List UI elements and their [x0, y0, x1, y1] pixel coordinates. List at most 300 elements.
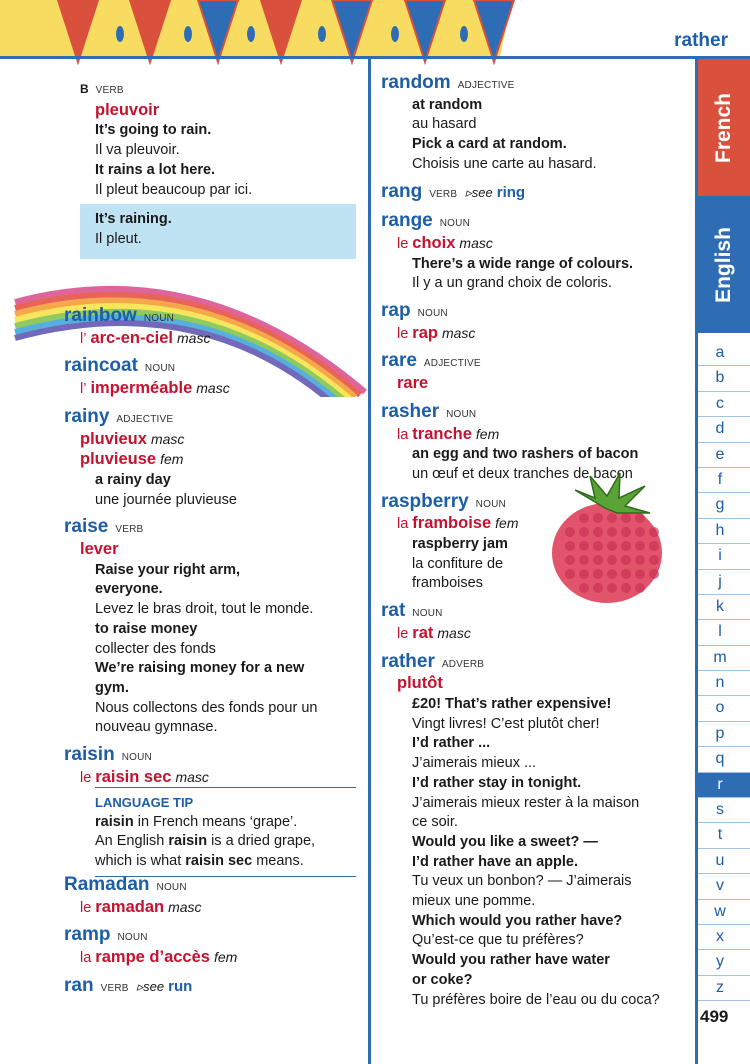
- alphabet-index-z[interactable]: z: [698, 976, 750, 1001]
- dictionary-entry: [381, 652, 693, 1011]
- language-tip-title: LANGUAGE TIP: [95, 795, 194, 810]
- headword: rap: [381, 300, 411, 322]
- example-sentence: raspberry jam: [412, 536, 508, 553]
- french-translation: pluvieux: [80, 429, 147, 448]
- entry-line: [381, 155, 693, 175]
- translation: which is what: [95, 853, 186, 870]
- translation: une journée pluvieuse: [95, 491, 237, 508]
- dictionary-entry: [381, 211, 693, 294]
- language-tip-box: [95, 787, 356, 877]
- french-translation: rat: [412, 623, 434, 642]
- part-of-speech: VERB: [95, 85, 124, 96]
- entry-line: [64, 80, 364, 101]
- tip-line: [95, 813, 356, 833]
- raspberry-drupe: [649, 555, 659, 565]
- raspberry-drupe: [635, 527, 645, 537]
- french-translation: rampe d’accès: [95, 948, 210, 967]
- alphabet-index-j[interactable]: j: [698, 570, 750, 595]
- entry-line: [381, 794, 693, 814]
- dictionary-entry: [64, 875, 364, 918]
- alphabet-index-v[interactable]: v: [698, 874, 750, 899]
- part-of-speech: ADVERB: [441, 658, 485, 670]
- example-sentence: everyone.: [95, 581, 163, 598]
- entry-line: [64, 948, 364, 969]
- raspberry-drupe: [565, 527, 575, 537]
- bunting-dot: [184, 26, 192, 42]
- raspberry-drupe: [607, 541, 617, 551]
- french-translation: framboise: [412, 514, 492, 533]
- french-translation: plutôt: [397, 674, 443, 693]
- tab-english-label: English: [712, 226, 735, 303]
- bunting-dot: [460, 26, 468, 42]
- entry-line: [381, 931, 693, 951]
- french-translation: raisin sec: [95, 767, 172, 786]
- alphabet-index-s[interactable]: s: [698, 798, 750, 823]
- raspberry-drupe: [607, 555, 617, 565]
- raspberry-drupe: [649, 527, 659, 537]
- entry-line: [381, 652, 693, 675]
- raspberry-drupe: [593, 527, 603, 537]
- entry-line: [381, 211, 693, 234]
- example-sentence: Pick a card at random.: [412, 136, 567, 153]
- dictionary-entry: [64, 407, 364, 511]
- translation: Qu’est-ce que tu préfères?: [412, 932, 584, 949]
- translation: Nous collectons des fonds pour un: [95, 699, 318, 716]
- entry-line: [381, 754, 693, 774]
- translation: Il va pleuvoir.: [95, 142, 180, 159]
- raspberry-drupe: [621, 569, 631, 579]
- raspberry-drupe: [579, 583, 589, 593]
- entry-line: [64, 640, 364, 660]
- entry-line: [64, 898, 364, 919]
- french-translation: tranche: [412, 424, 472, 443]
- alphabet-index-h[interactable]: h: [698, 519, 750, 544]
- translation: ce soir.: [412, 814, 458, 831]
- translation: in French means ‘grape’.: [133, 813, 298, 830]
- entry-line: [381, 715, 693, 735]
- french-translation: ramadan: [95, 897, 165, 916]
- headword: rasher: [381, 400, 440, 422]
- example-sentence: £20! That’s rather expensive!: [412, 695, 612, 712]
- example-sentence: an egg and two rashers of bacon: [412, 446, 639, 463]
- headword: range: [381, 210, 433, 232]
- raspberry-drupe: [621, 583, 631, 593]
- entry-line: [381, 324, 693, 345]
- french-translation: rare: [397, 374, 429, 393]
- entry-line: [381, 402, 693, 425]
- article: l’: [80, 381, 87, 398]
- raspberry-drupe: [635, 555, 645, 565]
- entry-line: [381, 674, 693, 695]
- sense-label: B: [80, 82, 89, 96]
- translation: framboises: [412, 575, 483, 592]
- entry-line: [64, 768, 364, 789]
- entry-line: [64, 540, 364, 561]
- entry-line: [381, 374, 693, 395]
- raspberry-drupe: [593, 541, 603, 551]
- tip-line: [95, 832, 356, 852]
- part-of-speech: ADJECTIVE: [457, 80, 515, 91]
- entry-line: [64, 925, 364, 948]
- entry-line: [64, 161, 364, 181]
- entry-line: [64, 356, 364, 379]
- example-sentence: Would you rather have water: [412, 952, 610, 969]
- dictionary-entry: [381, 301, 693, 344]
- entry-line: [64, 379, 364, 400]
- gender: masc: [196, 380, 230, 397]
- tab-french[interactable]: [698, 59, 750, 196]
- translation: Tu veux un bonbon? — J’aimerais: [412, 873, 632, 890]
- alphabet-index-t[interactable]: t: [698, 823, 750, 848]
- article: l’: [80, 330, 87, 347]
- alphabet-index-l[interactable]: l: [698, 620, 750, 645]
- headword: rare: [381, 350, 417, 372]
- entry-line: [64, 471, 364, 491]
- french-translation: rap: [412, 323, 438, 342]
- example-sentence: Which would you rather have?: [412, 912, 623, 929]
- raspberry-drupe: [635, 583, 645, 593]
- raspberry-drupe: [607, 527, 617, 537]
- cross-reference-word[interactable]: run: [168, 977, 193, 995]
- part-of-speech: ADJECTIVE: [116, 413, 174, 425]
- raspberry-drupe: [635, 569, 645, 579]
- left-column-bottom-entries: [64, 875, 364, 999]
- entry-line: [64, 407, 364, 430]
- alphabet-index-c[interactable]: c: [698, 392, 750, 417]
- alphabet-index-r[interactable]: r: [698, 773, 750, 798]
- example-sentence: It’s raining.: [95, 211, 172, 227]
- entry-line: [64, 745, 364, 768]
- translation: un œuf et deux tranches de bacon: [412, 465, 633, 482]
- gender: fem: [213, 949, 238, 966]
- entry-line: [381, 872, 693, 892]
- translation: An English: [95, 833, 169, 850]
- raspberry-drupe: [593, 513, 603, 523]
- entry-line: [381, 234, 693, 255]
- dictionary-entry: [381, 351, 693, 394]
- entry-line: [381, 135, 693, 155]
- raspberry-drupe: [649, 541, 659, 551]
- left-column-entries: [64, 306, 364, 788]
- bunting-dot: [391, 26, 399, 42]
- example-sentence: I’d rather stay in tonight.: [412, 774, 582, 791]
- raspberry-drupe: [621, 513, 631, 523]
- part-of-speech: NOUN: [143, 313, 175, 324]
- entry-line: [64, 561, 364, 581]
- dictionary-entry: [381, 73, 693, 175]
- article: le: [397, 325, 409, 342]
- raspberry-drupe: [635, 513, 645, 523]
- alphabet-index-f[interactable]: f: [698, 468, 750, 493]
- alphabet-index-o[interactable]: o: [698, 696, 750, 721]
- cross-reference: ▹see: [136, 978, 165, 994]
- translation: is a dried grape,: [207, 833, 316, 850]
- part-of-speech: NOUN: [439, 218, 470, 230]
- entry-line: [381, 912, 693, 932]
- dictionary-entry: [64, 925, 364, 968]
- example-sentence: I’d rather ...: [412, 735, 491, 752]
- alphabet-index-m[interactable]: m: [698, 646, 750, 671]
- alphabet-index-b[interactable]: b: [698, 366, 750, 391]
- entry-line: [64, 600, 364, 620]
- part-of-speech: VERB: [100, 982, 129, 994]
- gender: masc: [175, 768, 209, 785]
- dictionary-entry: [381, 182, 693, 205]
- header-rule: [0, 56, 750, 59]
- entry-line: [64, 976, 364, 999]
- article: le: [80, 769, 92, 786]
- entry-line: [381, 813, 693, 833]
- article: la: [80, 950, 92, 967]
- bunting-dot: [247, 26, 255, 42]
- example-sentence: We’re raising money for a new: [95, 660, 305, 677]
- entry-line: [381, 892, 693, 912]
- entry-line: [381, 96, 693, 116]
- headword: Ramadan: [64, 874, 150, 895]
- gender: masc: [441, 324, 476, 341]
- entry-line: [64, 491, 364, 511]
- raspberry-drupe: [579, 527, 589, 537]
- alphabet-index-i[interactable]: i: [698, 544, 750, 569]
- part-of-speech: NOUN: [446, 408, 477, 420]
- left-column-continuation: [64, 80, 364, 200]
- raspberry-drupe: [607, 583, 617, 593]
- gender: fem: [495, 515, 519, 532]
- gender: fem: [475, 425, 500, 442]
- alphabet-index-d[interactable]: d: [698, 417, 750, 442]
- part-of-speech: NOUN: [117, 932, 148, 944]
- entry-line: [64, 430, 364, 451]
- dictionary-entry: [64, 356, 364, 399]
- entry-line: [381, 115, 693, 135]
- example-sentence: at random: [412, 96, 483, 113]
- gender: masc: [437, 624, 471, 641]
- entry-line: [381, 951, 693, 971]
- entry-line: [64, 450, 364, 471]
- gender: masc: [459, 234, 493, 251]
- dictionary-entry: [64, 306, 364, 349]
- alphabet-index-p[interactable]: p: [698, 722, 750, 747]
- entry-line: [381, 734, 693, 754]
- article: le: [397, 235, 409, 252]
- cross-reference-word[interactable]: ring: [496, 183, 526, 201]
- raspberry-drupe: [593, 583, 603, 593]
- entry-line: [64, 306, 364, 329]
- raspberry-drupe: [579, 555, 589, 565]
- entry-line: [381, 445, 693, 465]
- translation: J’aimerais mieux ...: [412, 755, 537, 772]
- french-translation: pluvieuse: [80, 450, 157, 469]
- raspberry-drupe: [621, 555, 631, 565]
- example-sentence: a rainy day: [95, 471, 171, 488]
- example-sentence: It rains a lot here.: [95, 161, 216, 178]
- raspberry-illustration: [545, 468, 665, 608]
- entry-line: [64, 718, 364, 738]
- example-sentence: It’s going to rain.: [95, 122, 212, 139]
- bold-word: raisin sec: [185, 853, 253, 870]
- entry-line: [381, 695, 693, 715]
- raspberry-drupe: [635, 541, 645, 551]
- example-sentence: gym.: [95, 679, 129, 696]
- entry-line: [64, 121, 364, 141]
- translation: collecter des fonds: [95, 640, 216, 657]
- translation: Tu préfères boire de l’eau ou du coca?: [412, 991, 660, 1008]
- entry-line: [64, 329, 364, 350]
- article: la: [397, 426, 409, 443]
- translation: Levez le bras droit, tout le monde.: [95, 601, 314, 618]
- alphabet-index-e[interactable]: e: [698, 443, 750, 468]
- entry-line: [64, 517, 364, 540]
- entry-line: [381, 425, 693, 446]
- article: le: [397, 625, 409, 642]
- example-sentence: to raise money: [95, 620, 198, 637]
- entry-line: [64, 141, 364, 161]
- entry-line: [64, 101, 364, 122]
- entry-line: [381, 853, 693, 873]
- headword: random: [381, 72, 451, 93]
- gender: fem: [160, 451, 184, 468]
- translation: au hasard: [412, 116, 477, 133]
- part-of-speech: NOUN: [417, 308, 448, 320]
- french-translation: lever: [80, 540, 119, 559]
- part-of-speech: NOUN: [475, 498, 506, 510]
- bold-word: raisin: [168, 833, 208, 850]
- translation: Il pleut.: [95, 230, 142, 247]
- example-sentence: Raise your right arm,: [95, 561, 241, 578]
- article: le: [80, 899, 92, 916]
- french-translation: imperméable: [90, 379, 193, 398]
- alphabet-index: [698, 341, 750, 1001]
- gender: masc: [177, 329, 211, 346]
- raspberry-drupe: [593, 569, 603, 579]
- page-number: 499: [700, 1007, 729, 1026]
- french-translation: pleuvoir: [95, 100, 160, 119]
- french-translation: choix: [412, 233, 456, 252]
- entry-line: [64, 659, 364, 679]
- entry-line: [64, 181, 364, 201]
- raspberry-drupe: [579, 513, 589, 523]
- example-sentence: or coke?: [412, 971, 473, 988]
- entry-line: [381, 255, 693, 275]
- part-of-speech: NOUN: [156, 882, 187, 893]
- translation: Il y a un grand choix de coloris.: [412, 275, 612, 292]
- headword: ran: [64, 974, 94, 996]
- headword: rather: [381, 650, 435, 672]
- headword: rainy: [64, 405, 110, 427]
- headword: raspberry: [381, 490, 469, 512]
- dictionary-entry: [64, 745, 364, 788]
- entry-line: [381, 73, 693, 96]
- raspberry-drupe: [607, 513, 617, 523]
- entry-line: [64, 679, 364, 699]
- raspberry-drupe: [593, 555, 603, 565]
- entry-line: [381, 991, 693, 1011]
- entry-line: [64, 875, 364, 898]
- alphabet-index-x[interactable]: x: [698, 925, 750, 950]
- entry-line: [381, 274, 693, 294]
- translation: nouveau gymnase.: [95, 719, 218, 736]
- headword: raincoat: [64, 355, 138, 377]
- column-divider: [368, 57, 371, 1064]
- alphabet-index-a[interactable]: a: [698, 341, 750, 366]
- entry-line: [381, 624, 693, 645]
- raspberry-drupe: [565, 569, 575, 579]
- raspberry-drupe: [579, 541, 589, 551]
- dictionary-entry: [64, 976, 364, 999]
- raspberry-drupe: [565, 555, 575, 565]
- gender: masc: [150, 430, 185, 447]
- article: la: [397, 516, 409, 533]
- translation: J’aimerais mieux rester à la maison: [412, 794, 640, 811]
- raspberry-drupe: [565, 541, 575, 551]
- raspberry-drupe: [621, 541, 631, 551]
- part-of-speech: VERB: [429, 188, 458, 200]
- bold-word: raisin: [95, 813, 134, 830]
- raspberry-drupe: [621, 527, 631, 537]
- bunting-dot: [116, 26, 124, 42]
- headword: rat: [381, 600, 406, 622]
- example-sentence: There’s a wide range of colours.: [412, 255, 634, 272]
- entry-line: [381, 301, 693, 324]
- example-highlight-box: [80, 204, 356, 259]
- translation: Il pleut beaucoup par ici.: [95, 181, 253, 198]
- gender: masc: [168, 898, 202, 915]
- bunting-dot: [318, 26, 326, 42]
- entry-line: [381, 774, 693, 794]
- alphabet-index-y[interactable]: y: [698, 950, 750, 975]
- part-of-speech: NOUN: [121, 752, 152, 764]
- entry-line: [381, 971, 693, 991]
- entry-line: [64, 620, 364, 640]
- part-of-speech: NOUN: [144, 363, 176, 375]
- entry-line: [381, 833, 693, 853]
- alphabet-index-u[interactable]: u: [698, 849, 750, 874]
- tip-line: [95, 852, 356, 872]
- part-of-speech: ADJECTIVE: [423, 358, 481, 370]
- alphabet-index-w[interactable]: w: [698, 900, 750, 925]
- alphabet-index-k[interactable]: k: [698, 595, 750, 620]
- part-of-speech: VERB: [115, 524, 144, 536]
- headword: raisin: [64, 744, 115, 766]
- dictionary-entry: [64, 517, 364, 738]
- translation: means.: [252, 853, 304, 870]
- translation: Choisis une carte au hasard.: [412, 155, 597, 172]
- entry-line: [64, 580, 364, 600]
- running-head: rather: [674, 30, 728, 51]
- example-sentence: Would you like a sweet? —: [412, 833, 598, 850]
- translation: mieux une pomme.: [412, 893, 536, 910]
- alphabet-index-g[interactable]: g: [698, 493, 750, 518]
- entry-line: [64, 699, 364, 719]
- raspberry-drupe: [607, 569, 617, 579]
- raspberry-drupe: [649, 569, 659, 579]
- tab-french-label: French: [712, 92, 736, 163]
- headword: ramp: [64, 924, 111, 946]
- alphabet-index-n[interactable]: n: [698, 671, 750, 696]
- entry-line: [381, 351, 693, 374]
- french-translation: arc-en-ciel: [90, 328, 173, 347]
- cross-reference: ▹see: [465, 184, 493, 200]
- headword: rang: [381, 180, 423, 202]
- headword: rainbow: [64, 305, 137, 326]
- alphabet-index-q[interactable]: q: [698, 747, 750, 772]
- tab-english[interactable]: [698, 196, 750, 333]
- entry-line: [381, 182, 693, 205]
- headword: raise: [64, 516, 109, 538]
- translation: Vingt livres! C’est plutôt cher!: [412, 715, 600, 732]
- translation: la confiture de: [412, 555, 504, 572]
- raspberry-drupe: [579, 569, 589, 579]
